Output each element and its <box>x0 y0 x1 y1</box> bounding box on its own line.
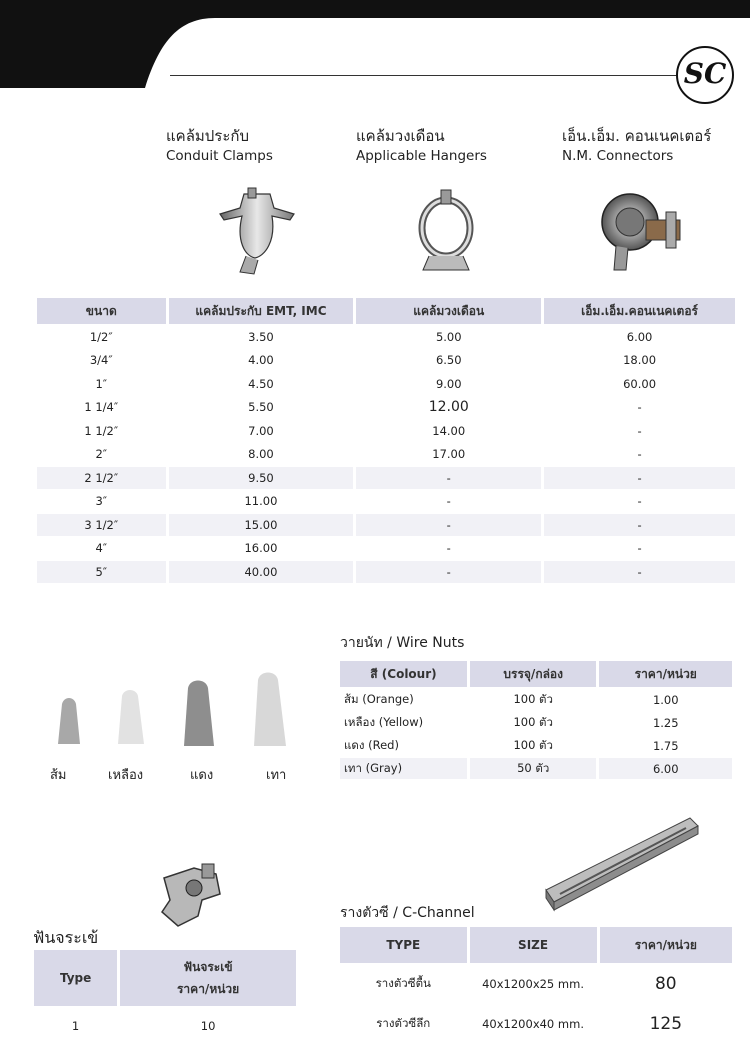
c-channel-table <box>337 925 735 1045</box>
cell-size: 40x1200x40 mm. <box>482 1017 584 1031</box>
cell-colour: ส้ม (Orange) <box>344 691 414 706</box>
table-row <box>340 1005 732 1043</box>
cell-connector-price: - <box>637 494 642 509</box>
table-row <box>34 1008 296 1044</box>
cell-connector-price: - <box>637 400 642 415</box>
cell-size: 1/2″ <box>89 329 113 344</box>
column-header-unit-price: ราคา/หน่วย <box>599 661 732 687</box>
cell-size: 3/4″ <box>89 353 113 368</box>
cell-size: 1 1/4″ <box>84 400 119 415</box>
cell-hanger-price: - <box>356 514 541 536</box>
product-title-th: แคล้มวงเดือน <box>356 127 445 145</box>
table-header-row <box>37 298 735 324</box>
cell-hanger-price: - <box>356 467 541 489</box>
cell-hanger-price: - <box>446 494 451 509</box>
cell-colour: เหลือง (Yellow) <box>344 714 424 729</box>
table-row <box>340 689 732 710</box>
alligator-clip-title: ฟันจระเข้ <box>33 928 99 947</box>
cell-hanger-price: 14.00 <box>432 423 466 438</box>
cell-clamp-price: 7.00 <box>248 423 274 438</box>
cell-size: 2 1/2″ <box>37 467 166 489</box>
table-row <box>37 491 735 513</box>
table-row <box>37 467 735 489</box>
cell-hanger-price: - <box>356 561 541 583</box>
nm-connector-image <box>596 186 688 276</box>
swatch-label-orange: ส้ม <box>50 768 67 783</box>
cell-type: 1 <box>71 1019 80 1033</box>
table-header-row <box>340 661 732 687</box>
cell-price: 6.00 <box>599 758 732 779</box>
cell-size: 1 1/2″ <box>84 423 119 438</box>
table-row <box>37 350 735 372</box>
cell-size: 3 1/2″ <box>37 514 166 536</box>
cell-pack: 50 ตัว <box>470 758 597 779</box>
column-header-pack: บรรจุ/กล่อง <box>470 661 597 687</box>
wire-nuts-title: วายนัท / Wire Nuts <box>340 635 465 651</box>
product-title-en: N.M. Connectors <box>562 148 674 164</box>
cell-size: 5″ <box>37 561 166 583</box>
wire-nut-orange <box>58 698 80 744</box>
column-header-connector: เอ็ม.เอ็ม.คอนเนคเตอร์ <box>544 298 735 324</box>
hanger-image <box>413 186 479 276</box>
cell-hanger-price: 5.00 <box>435 329 462 344</box>
product-title-th: แคล้มประกับ <box>166 127 250 145</box>
header-rule <box>170 75 680 76</box>
cell-hanger-price: - <box>446 541 451 556</box>
table-row <box>37 514 735 536</box>
table-row <box>37 397 735 419</box>
table-row <box>37 373 735 395</box>
cell-size: 2″ <box>95 447 108 462</box>
column-header-clamp: แคล้มประกับ EMT, IMC <box>169 298 354 324</box>
cell-connector-price: 18.00 <box>623 353 657 368</box>
product-title-en: Applicable Hangers <box>356 148 487 164</box>
cell-clamp-price: 4.50 <box>248 376 274 391</box>
wire-nut-yellow <box>118 690 144 744</box>
cell-type: รางตัวซีลึก <box>376 1016 431 1030</box>
column-header-clip-price: ราคา/หน่วย <box>176 982 240 996</box>
cell-clamp-price: 8.00 <box>248 447 274 462</box>
cell-clamp-price: 16.00 <box>244 541 278 556</box>
cell-price: 10 <box>200 1019 216 1033</box>
cell-clamp-price: 11.00 <box>244 494 278 509</box>
table-row <box>37 538 735 560</box>
table-row <box>340 758 732 779</box>
cell-colour: แดง (Red) <box>344 737 399 752</box>
cell-connector-price: - <box>544 467 735 489</box>
cell-connector-price: - <box>637 447 642 462</box>
wire-nut-gray <box>254 673 286 747</box>
swatch-label-red: แดง <box>190 768 214 783</box>
column-header-type: Type <box>34 950 117 1006</box>
c-channel-image <box>540 812 700 912</box>
swatch-label-gray: เทา <box>266 768 287 783</box>
cell-clamp-price: 9.50 <box>169 467 354 489</box>
cell-price: 1.00 <box>652 692 679 707</box>
cell-connector-price: - <box>637 541 642 556</box>
column-header-size: ขนาด <box>37 298 166 324</box>
sc-logo: SC <box>676 46 734 104</box>
cell-pack: 100 ตัว <box>513 691 553 706</box>
column-header-hanger: แคล้มวงเดือน <box>356 298 541 324</box>
cell-price: 80 <box>654 974 677 994</box>
product-hangers <box>356 126 487 166</box>
cell-hanger-price: 9.00 <box>435 376 462 391</box>
alligator-clip-image <box>154 860 238 932</box>
table-row <box>340 735 732 756</box>
product-nm-connectors <box>562 126 711 166</box>
table-row <box>37 326 735 348</box>
table-row <box>37 420 735 442</box>
cell-clamp-price: 3.50 <box>248 329 274 344</box>
product-title-th: เอ็น.เอ็ม. คอนเนคเตอร์ <box>562 127 712 145</box>
cell-size: 4″ <box>95 541 108 556</box>
cell-size: 1″ <box>95 376 108 391</box>
cell-size: 40x1200x25 mm. <box>482 977 584 991</box>
alligator-clip-table <box>31 948 299 1046</box>
table-row <box>37 561 735 583</box>
column-header-clip <box>120 950 296 1006</box>
cell-colour: เทา (Gray) <box>340 758 467 779</box>
table-row <box>37 444 735 466</box>
cell-pack: 100 ตัว <box>513 737 553 752</box>
cell-connector-price: 60.00 <box>623 376 657 391</box>
cell-clamp-price: 4.00 <box>248 353 274 368</box>
conduit-clamp-image <box>210 186 300 278</box>
product-conduit-clamps <box>166 126 273 166</box>
column-header-colour: สี (Colour) <box>340 661 467 687</box>
c-channel-title: รางตัวซี / C-Channel <box>340 905 475 921</box>
cell-clamp-price: 5.50 <box>248 400 274 415</box>
main-price-table <box>34 296 738 585</box>
cell-connector-price: - <box>544 561 735 583</box>
cell-connector-price: - <box>544 514 735 536</box>
wire-nut-images <box>48 668 298 748</box>
cell-type: รางตัวซีตื้น <box>375 976 431 990</box>
column-header-clip-name: ฟันจระเข้ <box>183 960 233 974</box>
cell-price: 1.25 <box>652 715 679 730</box>
cell-price: 125 <box>649 1014 683 1034</box>
cell-hanger-price: 17.00 <box>432 447 466 462</box>
cell-hanger-price: 12.00 <box>428 399 469 416</box>
table-header-row <box>340 927 732 963</box>
column-header-size: SIZE <box>470 927 597 963</box>
wire-nut-red <box>184 681 214 747</box>
swatch-label-yellow: เหลือง <box>108 768 144 783</box>
cell-hanger-price: 6.50 <box>435 353 462 368</box>
cell-pack: 100 ตัว <box>513 714 553 729</box>
table-header-row <box>34 950 296 1006</box>
column-header-type: TYPE <box>340 927 467 963</box>
cell-price: 1.75 <box>652 738 679 753</box>
table-row <box>340 965 732 1003</box>
cell-connector-price: - <box>637 423 642 438</box>
cell-clamp-price: 40.00 <box>169 561 354 583</box>
table-row <box>340 712 732 733</box>
product-title-en: Conduit Clamps <box>166 148 273 164</box>
cell-size: 3″ <box>95 494 108 509</box>
cell-clamp-price: 15.00 <box>169 514 354 536</box>
column-header-unit-price: ราคา/หน่วย <box>600 927 732 963</box>
wire-nuts-table <box>337 659 735 781</box>
cell-connector-price: 6.00 <box>626 329 653 344</box>
